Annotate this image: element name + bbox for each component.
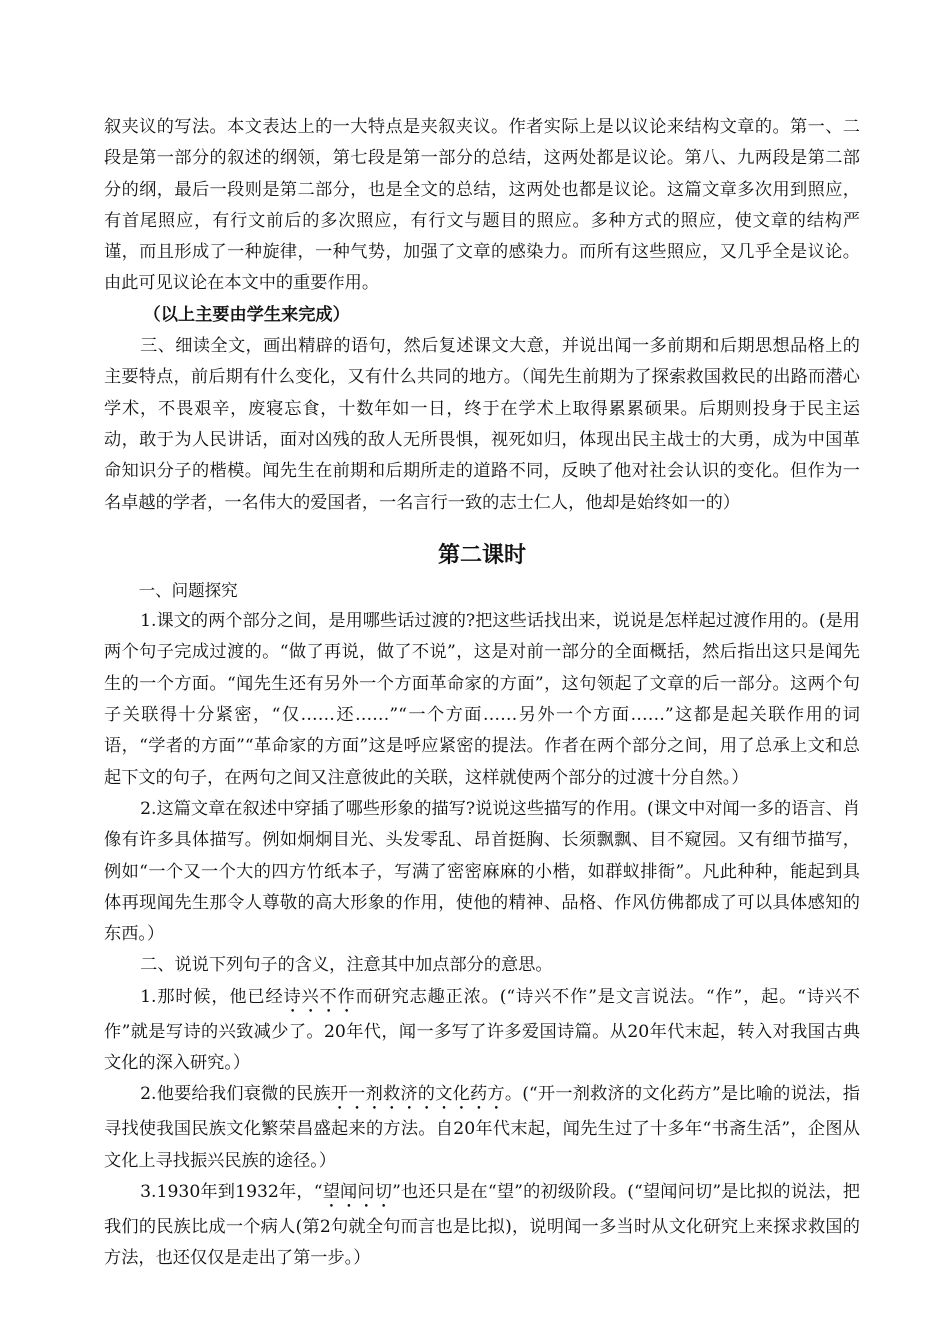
sentence-1-before: 1.那时候，他已经 (140, 986, 284, 1007)
sentence-2-before: 2.他要给我们衰微的民族 (140, 1084, 331, 1105)
student-note: （以上主要由学生来完成） (143, 304, 350, 325)
sentence-3-after: 也还只是在“望”的初级阶段。(“望闻问切”是比拟的说法，把我们的民族比成一个病人(第2句就全句而言也是比拟)，说明闻一多当时从文化研究上来探求救国的方法，也还仅仅是走出了第一步。） (104, 1181, 860, 1269)
part1-heading: 一、问题探究 (138, 580, 238, 600)
question-1: 1.课文的两个部分之间，是用哪些话过渡的?把这些话找出来，说说是怎样起过渡作用的。(是用两个句子完成过渡的。“做了再说，做了不说”，这是对前一部分的全面概括，然后指出这只是闻先生的一个方面。“闻先生还有另外一个方面革命家的方面”，这句领起了文章的后一部分。这两个句子关联得十分紧密，“仅……还……”“一个方面……另外一个方面……”这都是起关联作用的词语，“学者的方面”“革命家的方面”这是呼应紧密的提法。作者在两个部分之间，用了总承上文和总起下文的句子，在两句之间又注意彼此的关联，这样就使两个部分的过渡十分自然。） (104, 611, 860, 788)
document-page (104, 112, 860, 1275)
question-2: 2.这篇文章在叙述中穿插了哪些形象的描写?说说这些描写的作用。(课文中对闻一多的语言、肖像有许多具体描写。例如炯炯目光、头发零乱、昂首挺胸、长须飘飘、目不窥园。又有细节描写，例如“一个又一个大的四方竹纸本子，写满了密密麻麻的小楷，如群蚁排衙”。凡此种种，能起到具体再现闻先生那令人尊敬的高大形象的作用，使他的精神、品格、作风仿佛都成了可以具体感知的东西。） (104, 798, 860, 945)
sentence-3-before: 3.1930年到1932年， (140, 1181, 314, 1202)
sentence-1-dotted: 诗兴不作 (283, 986, 356, 1007)
sentence-3 (104, 1177, 860, 1275)
section-title: 第二课时 (437, 542, 526, 568)
sentence-1-after: 而研究志趣正浓。(“诗兴不作”是文言说法。“作”，起。“诗兴不作”就是写诗的兴致减少了。20年代，闻一多写了许多爱国诗篇。从20年代末起，转入对我国古典文化的深入研究。） (104, 986, 860, 1074)
sentence-3-dotted: “望闻问切” (313, 1181, 401, 1202)
sentence-2-dotted: 开一剂救济的文化药方 (330, 1084, 505, 1105)
paragraph-item-3: 三、细读全文，画出精辟的语句，然后复述课文大意，并说出闻一多前期和后期思想品格上的主要特点，前后期有什么变化，又有什么共同的地方。（闻先生前期为了探索救国救民的出路而潜心学术，不畏艰辛，废寝忘食，十数年如一日，终于在学术上取得累累硕果。后期则投身于民主运动，敢于为人民讲话，面对凶残的敌人无所畏惧，视死如归，体现出民主战士的大勇，成为中国革命知识分子的楷模。闻先生在前期和后期所走的道路不同，反映了他对社会认识的变化。但作为一名卓越的学者，一名伟大的爱国者，一名言行一致的志士仁人，他却是始终如一的） (104, 336, 860, 513)
paragraph-continued: 叙夹议的写法。本文表达上的一大特点是夹叙夹议。作者实际上是以议论来结构文章的。第一、二段是第一部分的叙述的纲领，第七段是第一部分的总结，这两处都是议论。第八、九两段是第二部分的纲，最后一段则是第二部分，也是全文的总结，这两处也都是议论。这篇文章多次用到照应，有首尾照应，有行文前后的多次照应，有行文与题目的照应。多种方式的照应，使文章的结构严谨，而且形成了一种旋律，一种气势，加强了文章的感染力。而所有这些照应，又几乎全是议论。由此可见议论在本文中的重要作用。 (104, 117, 860, 294)
part2-heading: 二、说说下列句子的含义，注意其中加点部分的意思。 (140, 955, 553, 976)
sentence-1 (104, 982, 860, 1080)
sentence-2-after: 。(“开一剂救济的文化药方”是比喻的说法，指寻找使我国民族文化繁荣昌盛起来的方法。自20年代末起，闻先生过了十多年“书斋生活”，企图从文化上寻找振兴民族的途径。） (104, 1084, 860, 1171)
sentence-2 (104, 1079, 860, 1177)
